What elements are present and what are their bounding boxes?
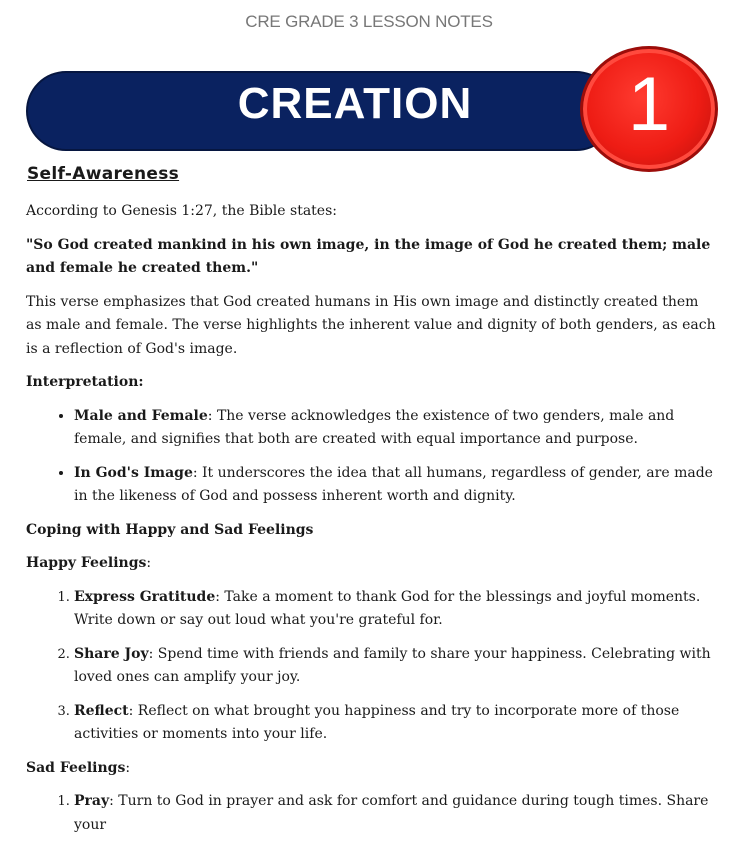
- lesson-title: CREATION: [237, 79, 473, 128]
- lesson-content: [26, 160, 718, 847]
- item-text: : It underscores the idea that all humans, regardless of gender, are made in the likeness of God and possess inherent worth and dignity.: [74, 464, 713, 504]
- sad-list: [26, 790, 718, 837]
- happy-heading: Happy Feelings:: [26, 555, 152, 571]
- item-text: : Take a moment to thank God for the blessings and joyful moments. Write down or say out loud what you're grateful for.: [74, 588, 701, 628]
- coping-heading: Coping with Happy and Sad Feelings: [26, 521, 314, 538]
- interpretation-heading: Interpretation:: [26, 374, 144, 390]
- list-item: [74, 586, 718, 633]
- item-term: Male and Female: [74, 407, 208, 424]
- list-item: [74, 462, 718, 509]
- document-header: CRE GRADE 3 LESSON NOTES: [245, 12, 493, 31]
- section-title: Self-Awareness: [27, 164, 180, 184]
- item-term: In God's Image: [74, 464, 193, 481]
- item-term: Reflect: [74, 702, 129, 719]
- item-term: Pray: [74, 793, 110, 809]
- item-term: Express Gratitude: [74, 588, 216, 605]
- bible-quote: "So God created mankind in his own image, in the image of God he created them; male and female he created them.": [26, 236, 711, 276]
- interpretation-list: [26, 405, 718, 509]
- item-text: : Reflect on what brought you happiness and try to incorporate more of those activities or moments into your life.: [74, 702, 680, 742]
- list-item: [74, 700, 718, 747]
- item-text: : The verse acknowledges the existence of two genders, male and female, and signifies that both are created with equal importance and purpose.: [74, 407, 675, 447]
- sad-heading-label: Sad Feelings: [26, 759, 126, 776]
- lesson-number: 1: [627, 62, 671, 147]
- list-item: [74, 405, 718, 452]
- list-item: [74, 643, 718, 690]
- item-term: Share Joy: [74, 645, 149, 662]
- sad-heading: Sad Feelings:: [26, 759, 131, 776]
- list-item: [74, 790, 718, 837]
- happy-list: [26, 586, 718, 747]
- item-text: : Spend time with friends and family to share your happiness. Celebrating with loved ones can amplify your joy.: [74, 645, 711, 685]
- intro-text: According to Genesis 1:27, the Bible states:: [26, 203, 337, 219]
- explanation-paragraph: This verse emphasizes that God created humans in His own image and distinctly created them as male and female. The verse highlights the inherent value and dignity of both genders, as each is a reflection of God's image.: [26, 293, 716, 357]
- item-text: : Turn to God in prayer and ask for comfort and guidance during tough times. Share your: [74, 793, 709, 833]
- happy-heading-label: Happy Feelings: [26, 555, 147, 571]
